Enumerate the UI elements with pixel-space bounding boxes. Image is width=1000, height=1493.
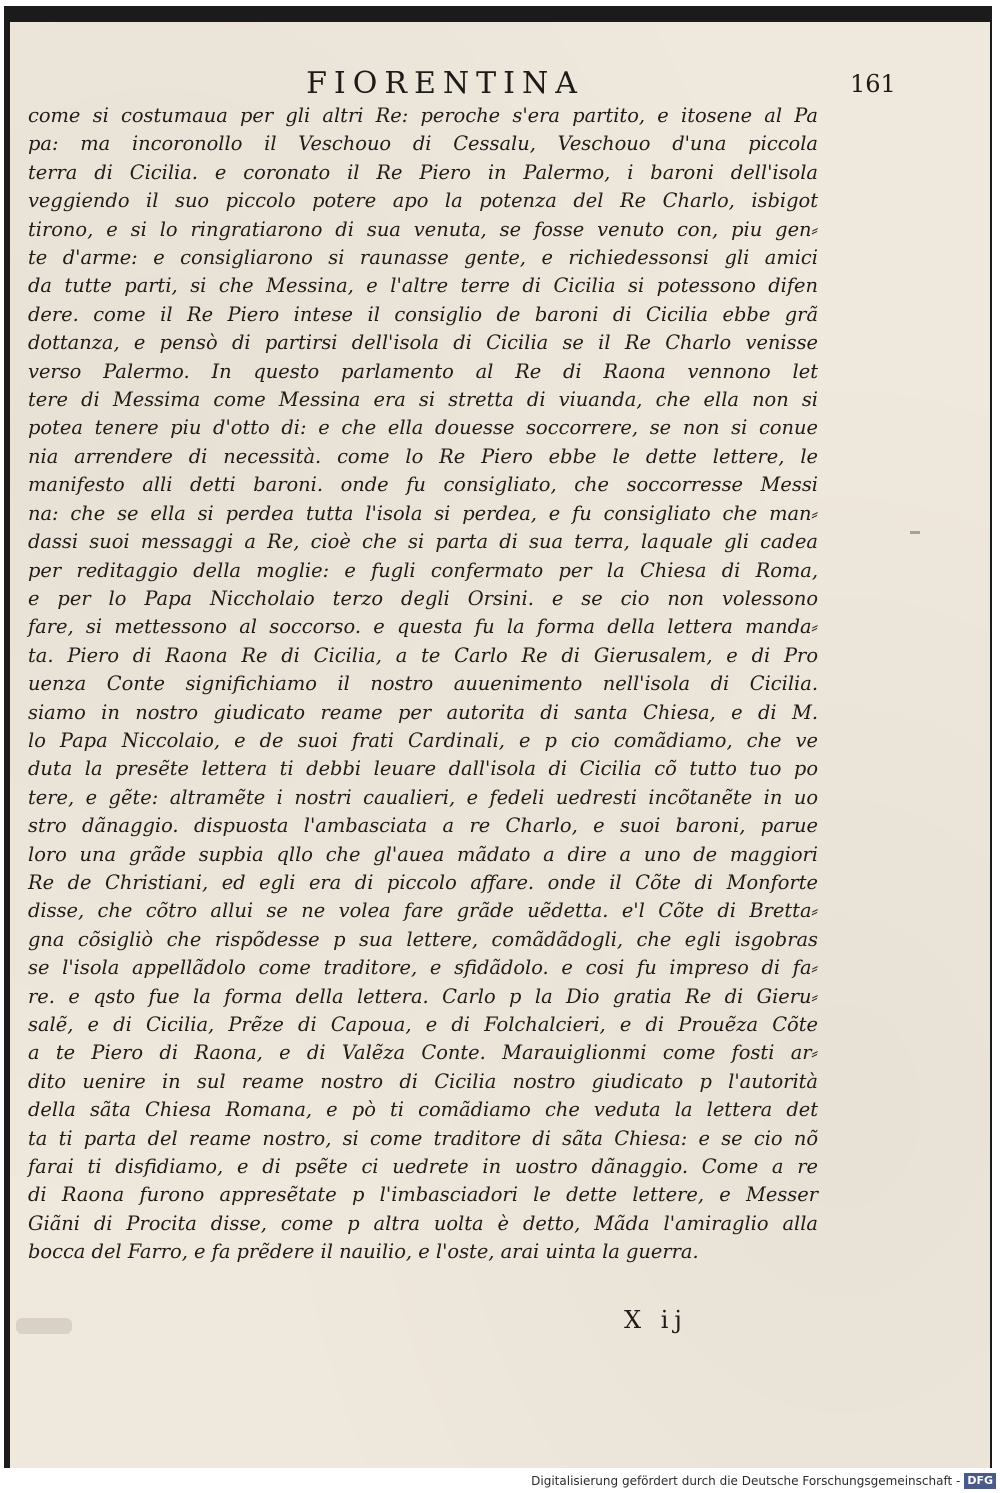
text-line: ta. Piero di Raona Re di Cicilia, a te Carlo Re di Gierusalem, e di Pro: [28, 643, 818, 667]
running-head: FIORENTINA: [306, 66, 584, 101]
text-line: te d'arme: e consigliarono si raunasse gente, e richiedessonsi gli amici: [28, 246, 818, 270]
footer-credit: [531, 1468, 1000, 1493]
text-line: ta ti parta del reame nostro, si come traditore di sãta Chiesa: e se cio nõ: [28, 1126, 818, 1150]
text-line: di Raona furono appresẽtate p l'imbasciadori le dette lettere, e Messer: [28, 1183, 818, 1207]
text-line: loro una grãde supbia qllo che gl'auea mãdato a dire a uno de maggiori: [28, 842, 818, 866]
text-line: dere. come il Re Piero intese il consiglio de baroni di Cicilia ebbe grã: [28, 302, 818, 326]
text-line: Giãni di Procita disse, come p altra uolta è detto, Mãda l'amiraglio alla: [28, 1211, 818, 1235]
text-line: manifesto alli detti baroni. onde fu consigliato, che soccorresse Messi: [28, 473, 818, 497]
scan-frame: [4, 6, 992, 1468]
text-line: duta la presẽte lettera ti debbi leuare dall'isola di Cicilia cõ tutto tuo po: [28, 757, 818, 781]
signature-mark: X ij: [624, 1306, 688, 1334]
text-line: bocca del Farro, e fa prẽdere il nauilio, e l'oste, arai uinta la guerra.: [28, 1240, 699, 1264]
text-line: potea tenere piu d'otto di: e che ella douesse soccorrere, se non si conue: [28, 416, 818, 440]
text-line: salẽ, e di Cicilia, Prẽze di Capoua, e di Folchalcieri, e di Prouẽza Cõte: [28, 1013, 818, 1036]
text-line: della sãta Chiesa Romana, e pò ti comãdiamo che veduta la lettera det: [28, 1098, 818, 1122]
text-line: pa: ma incoronollo il Veschouo di Cessalu, Veschouo d'una piccola: [28, 132, 818, 156]
text-line: tere, e gẽte: altramẽte i nostri caualieri, e fedeli uedresti incõtanẽte in uo: [28, 785, 818, 809]
text-line: se l'isola appellãdolo come traditore, e sfidãdolo. e cosi fu impreso di fa⸗: [28, 956, 818, 980]
text-line: uenza Conte significhiamo il nostro auuenimento nell'isola di Cicilia.: [28, 672, 818, 696]
text-line: disse, che cõtro allui se ne volea fare grãde uẽdetta. e'l Cõte di Bretta⸗: [28, 899, 818, 923]
body-text: [28, 102, 818, 1267]
page-number: 161: [850, 70, 896, 98]
text-line: Re de Christiani, ed egli era di piccolo affare. onde il Cõte di Monforte: [28, 870, 818, 894]
text-line: fare, si mettessono al soccorso. e questa fu la forma della lettera manda⸗: [28, 615, 818, 639]
text-line: tere di Messima come Messina era si stretta di viuanda, che ella non si: [28, 388, 818, 412]
text-line: dassi suoi messaggi a Re, cioè che si parta di sua terra, laquale gli cadea: [28, 530, 818, 554]
text-line: veggiendo il suo piccolo potere apo la potenza del Re Charlo, isbigot: [28, 189, 818, 213]
text-line: terra di Cicilia. e coronato il Re Piero in Palermo, i baroni dell'isola: [28, 160, 818, 184]
text-line: come si costumaua per gli altri Re: peroche s'era partito, e itosene al Pa: [28, 104, 818, 127]
dfg-credit-text: Digitalisierung gefördert durch die Deutsche Forschungsgemeinschaft -: [531, 1473, 961, 1488]
text-line: gna cõsigliò che rispõdesse p sua lettere, comãdãdogli, che egli isgobras: [28, 927, 818, 951]
text-line: dito uenire in sul reame nostro di Cicilia nostro giudicato p l'autorità: [28, 1069, 818, 1093]
ink-smudge: [16, 1318, 72, 1334]
dfg-logo: DFG: [964, 1473, 996, 1489]
text-line: a te Piero di Raona, e di Valẽza Conte. Marauiglionmi come fosti ar⸗: [28, 1041, 818, 1065]
margin-mark: [910, 531, 920, 534]
text-line: tirono, e si lo ringratiarono di sua venuta, se fosse venuto con, piu gen⸗: [28, 217, 818, 241]
text-line: re. e qsto fue la forma della lettera. Carlo p la Dio gratia Re di Gieru⸗: [28, 984, 818, 1008]
text-line: lo Papa Niccolaio, e de suoi frati Cardinali, e p cio comãdiamo, che ve: [28, 728, 818, 752]
text-line: nia arrendere di necessità. come lo Re Piero ebbe le dette lettere, le: [28, 444, 818, 468]
text-line: farai ti disfidiamo, e di psẽte ci uedrete in uostro dãnaggio. Come a re: [28, 1155, 818, 1179]
text-line: dottanza, e pensò di partirsi dell'isola di Cicilia se il Re Charlo venisse: [28, 331, 818, 355]
book-page: [10, 22, 990, 1468]
text-line: stro dãnaggio. dispuosta l'ambasciata a re Charlo, e suoi baroni, parue: [28, 814, 818, 838]
text-line: verso Palermo. In questo parlamento al Re di Raona vennono let: [28, 359, 818, 383]
text-line: e per lo Papa Niccholaio terzo degli Orsini. e se cio non volessono: [28, 586, 818, 610]
text-line: siamo in nostro giudicato reame per autorita di santa Chiesa, e di M.: [28, 700, 818, 724]
text-line: na: che se ella si perdea tutta l'isola si perdea, e fu consigliato che man⸗: [28, 501, 818, 525]
text-line: da tutte parti, si che Messina, e l'altre terre di Cicilia si potessono difen: [28, 274, 818, 298]
text-line: per reditaggio della moglie: e fugli confermato per la Chiesa di Roma,: [28, 558, 818, 582]
